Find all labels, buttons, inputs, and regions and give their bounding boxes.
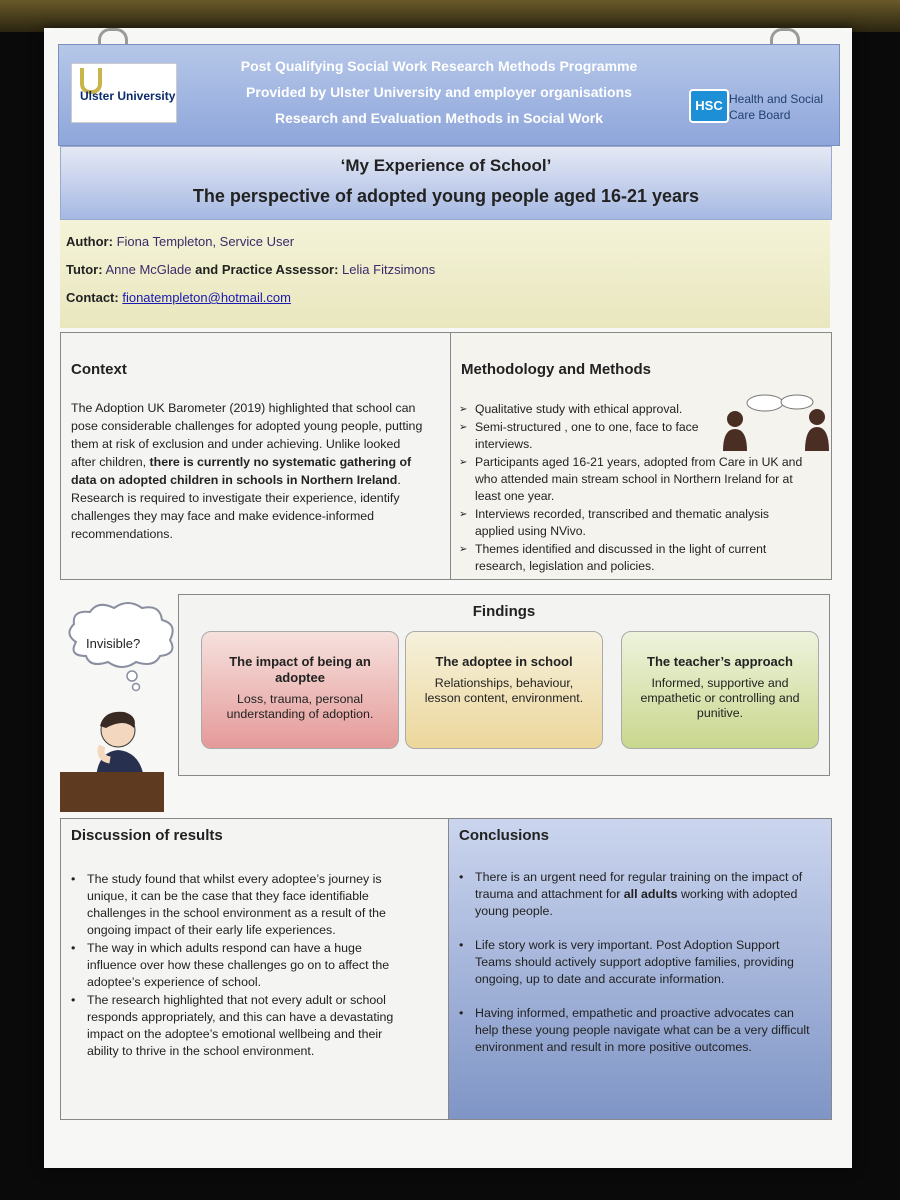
assessor-name: Lelia Fitzsimons xyxy=(342,262,436,277)
list-item: ➢ Qualitative study with ethical approval. xyxy=(459,401,809,418)
tutor-label: Tutor: xyxy=(66,262,103,277)
list-item: • Life story work is very important. Post Adoption Support Teams should actively support adoptive families, providing ongoing, up to date and accurate information. xyxy=(457,937,813,988)
hsc-board-name: Health and Social Care Board xyxy=(729,92,824,122)
finding-card-school xyxy=(405,631,603,749)
author-name: Fiona Templeton, Service User xyxy=(116,234,295,249)
ulster-university-logo xyxy=(71,63,177,123)
poster-header xyxy=(58,44,840,146)
finding-description: Relationships, behaviour, lesson content, environment. xyxy=(424,676,584,705)
list-item: ➢ Semi-structured , one to one, face to face interviews. xyxy=(459,419,809,453)
ulster-logo-text: Ulster University xyxy=(80,89,176,103)
programme-lines xyxy=(189,53,689,131)
finding-card-teacher xyxy=(621,631,819,749)
discussion-title: Discussion of results xyxy=(71,827,223,844)
thinking-child-icon xyxy=(84,708,164,778)
research-poster xyxy=(44,28,852,1168)
assessor-label: and Practice Assessor: xyxy=(195,262,339,277)
conclusions-list xyxy=(457,869,813,1073)
context-text-bold: there is currently no systematic gathering of data on adopted children in schools in Northern Ireland xyxy=(71,455,412,487)
title-band xyxy=(60,146,832,220)
discussion-list xyxy=(69,871,413,1061)
contact-row xyxy=(66,290,291,305)
contact-email-link[interactable]: fionatempleton@hotmail.com xyxy=(122,290,291,305)
author-label: Author: xyxy=(66,234,113,249)
list-item: • The way in which adults respond can have a huge influence over how these challenges go on to affect the adoptee’s experience of school. xyxy=(69,940,413,991)
context-title: Context xyxy=(71,361,127,378)
finding-heading: The impact of being an adoptee xyxy=(229,654,371,685)
context-text-part1: The Adoption UK Barometer (2019) highlighted that school can pose considerable challenges for adopted young people, putting them at risk of exclusion and under achieving. Unlike looked after children, xyxy=(71,401,423,469)
finding-description: Informed, supportive and empathetic or controlling and punitive. xyxy=(640,676,800,720)
findings-title: Findings xyxy=(472,603,536,620)
programme-module: Research and Evaluation Methods in Social Work xyxy=(274,110,604,126)
finding-card-impact xyxy=(201,631,399,749)
context-text-part2: . Research is required to investigate their experience, identify challenges they may face and make evidence-informed recommendations. xyxy=(71,473,401,541)
poster-subtitle: The perspective of adopted young people aged 16-21 years xyxy=(192,186,700,206)
methodology-list xyxy=(459,401,809,576)
conclusion-text-bold: all adults xyxy=(623,887,678,901)
methodology-section xyxy=(450,332,832,580)
finding-heading: The teacher’s approach xyxy=(647,654,793,669)
programme-title: Post Qualifying Social Work Research Methods Programme xyxy=(240,58,638,74)
conclusion-text-part2: working with adopted young people. xyxy=(475,887,798,918)
finding-heading: The adoptee in school xyxy=(435,654,573,669)
conclusion-text-part1: There is an urgent need for regular training on the impact of trauma and attachment for xyxy=(475,870,803,901)
list-item: ➢ Participants aged 16-21 years, adopted from Care in UK and who attended main stream school in Northern Ireland for at least one year. xyxy=(459,454,809,505)
context-section xyxy=(60,332,452,580)
list-item xyxy=(457,869,813,920)
contact-label: Contact: xyxy=(66,290,119,305)
hsc-logo: HSC xyxy=(689,89,729,123)
thought-text: Invisible? xyxy=(86,636,141,651)
tutor-row xyxy=(66,262,435,277)
context-text xyxy=(71,399,427,543)
tutor-name: Anne McGlade xyxy=(105,262,192,277)
conclusions-title: Conclusions xyxy=(459,827,550,844)
conclusions-section xyxy=(448,818,832,1120)
author-band xyxy=(60,220,830,328)
thought-cloud xyxy=(56,594,188,694)
list-item: ➢ Themes identified and discussed in the light of current research, legislation and policies. xyxy=(459,541,809,575)
finding-description: Loss, trauma, personal understanding of adoption. xyxy=(226,692,374,721)
poster-title: ‘My Experience of School’ xyxy=(340,156,552,175)
findings-section xyxy=(178,594,830,776)
author-row xyxy=(66,234,294,249)
methodology-title: Methodology and Methods xyxy=(461,361,651,378)
programme-provider: Provided by Ulster University and employer organisations xyxy=(246,84,632,100)
desk xyxy=(60,772,164,812)
list-item: • The research highlighted that not every adult or school responds appropriately, and this can have a devastating impact on the adoptee’s emotional wellbeing and their ability to thrive in the school environment. xyxy=(69,992,413,1060)
discussion-section xyxy=(60,818,450,1120)
list-item: • The study found that whilst every adoptee’s journey is unique, it can be the case that they face identifiable challenges in the school environment as a result of the ongoing impact of their early life experiences. xyxy=(69,871,413,939)
list-item: ➢ Interviews recorded, transcribed and thematic analysis applied using NVivo. xyxy=(459,506,809,540)
list-item: • Having informed, empathetic and proactive advocates can help these young people navigate what can be a very difficult environment and result in more positive outcomes. xyxy=(457,1005,813,1056)
